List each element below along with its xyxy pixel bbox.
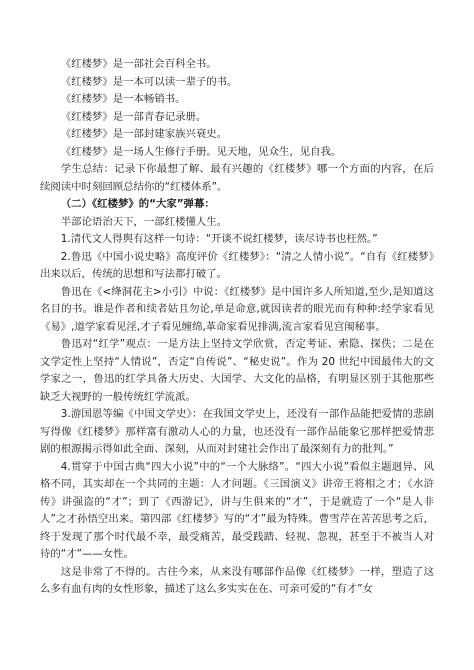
- statement-line-4: 《红楼梦》是一部青春记录册。: [60, 110, 207, 123]
- item-literary-history: 3.游国恩等编《中国文学史》：在我国文学史上，还没有一部作品能把爱情的悲剧写得像《红楼梦》那样富有激动人心的力量，也还没有一部作品能象它那样把爱情悲剧的根源揭示得如此全面、深刻，从而对封建社会作出了最深刻有力的批判。”: [40, 408, 434, 455]
- student-summary: 学生总结：记录下你最想了解、最有兴趣的《红楼梦》哪一个方面的内容，在后续阅读中时刻回顾总结你的“红楼体系”。: [40, 163, 434, 193]
- item-qing-poem: 1.清代文人得舆有这样一句诗：“开谈不说红楼梦，读尽诗书也枉然。”: [60, 233, 378, 245]
- intro-line: 半部论语治天下，一部红楼懂人生。: [60, 215, 228, 228]
- statement-line-2: 《红楼梦》是一本可以读一辈子的书。: [60, 75, 238, 88]
- item-luxun-history: 2.鲁迅《中国小说史略》高度评价《红楼梦》：“清之人情小说”。“自有《红楼梦》出来以后，传统的思想和写法都打破了。: [40, 250, 434, 280]
- statement-line-5: 《红楼梦》是一部封建家族兴衰史。: [60, 128, 228, 140]
- statement-line-6: 《红楼梦》是一场人生修行手册。见天地，见众生，见自我。: [60, 145, 342, 158]
- item-luxun-redology: 鲁迅对“红学”观点：一是方法上坚持文学欣赏，否定考证、索隐、探佚；二是在文学定性上坚持“人情说”，否定“自传说”、“秘史说”。作为 20 世纪中国最伟大的文学家之一，鲁迅的红学具备大历史、大国学、大文化的品格，有明显区别于其他那些缺乏大视野的一般传统红学流派。: [40, 338, 434, 403]
- statement-line-1: 《红楼梦》是一部社会百科全书。: [60, 58, 217, 70]
- item-luxun-preface: 鲁迅在《<绛洞花主>小引》中说：《红楼梦》是中国许多人所知道,至少,是知道这名目的书。谁是作者和续者姑且勿论,单是命意,就因读者的眼光而有种种:经学家看见《易》,道学家看见淫,才子看见缠绵,革命家看见排满,流言家看见宫闱秘事。: [40, 285, 434, 333]
- statement-line-3: 《红楼梦》是一本畅销书。: [60, 93, 186, 105]
- item-four-novels: 4.贯穿于中国古典“四大小说”中的“一个大脉络”。“四大小说”看似主题迥异、风格不同，其实却在一个共同的主题：人才问题。《三国演义》讲帝王将相之才；《水浒传》讲强盗的“才”；到了《西游记》，讲与生俱来的“才”，于是就造了一个“是人非人”之才孙悟空出来。第四部《红楼梦》写的“才”最为特殊。曹雪芹在苦苦思考之后，终于发现了那个时代最不幸，最受痛苦，最受践踏、轻视、忽视，甚至于不被当人对待的“才”——女性。: [40, 460, 434, 560]
- section-heading: （二）《红楼梦》的“大家”弹幕：: [60, 198, 215, 210]
- item-female-characters: 这是非常了不得的。古往今来，从来没有哪部作品像《红楼梦》一样，塑造了这么多有血有肉的女性形象，描述了这么多实实在在、可亲可爱的“有才”女: [40, 565, 434, 595]
